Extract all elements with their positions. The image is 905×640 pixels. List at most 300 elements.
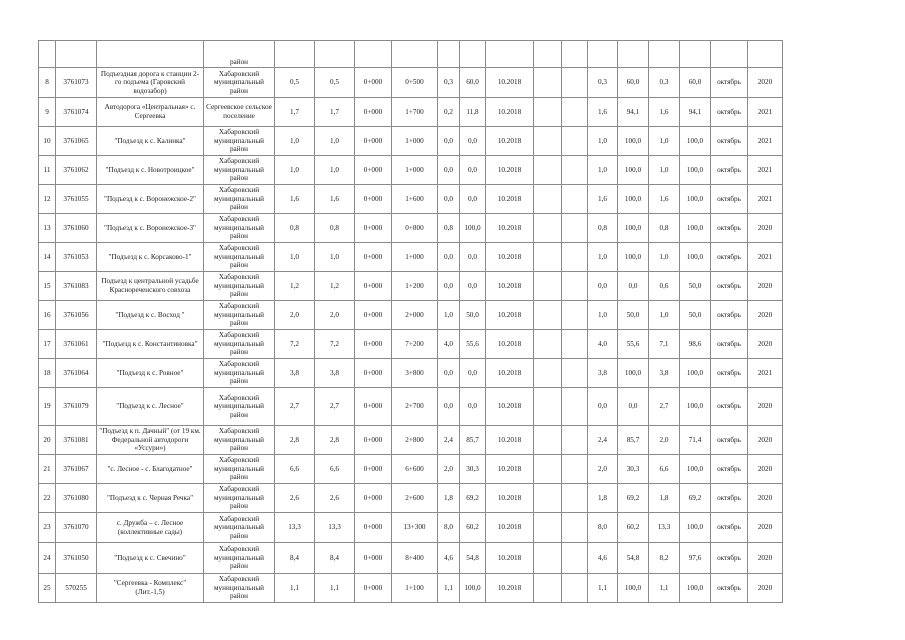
cell-year: 2020 xyxy=(748,388,783,426)
cell-name: Автодорога «Центральная» с. Сергеевка xyxy=(97,98,204,127)
cell-km-from: 0+000 xyxy=(355,330,392,359)
cell-c2: 0,0 xyxy=(460,359,486,388)
cell-d2: 55,6 xyxy=(618,330,649,359)
table-row xyxy=(39,301,783,330)
cell-blank-1 xyxy=(534,68,562,98)
cell-month: октябрь xyxy=(711,330,748,359)
cell-blank-2 xyxy=(562,574,588,603)
cell-c1: 0,0 xyxy=(438,243,460,272)
cell-blank-2 xyxy=(562,98,588,127)
cell-name: "Подъезд к с. Константиновка" xyxy=(97,330,204,359)
cell-d3: 1,0 xyxy=(649,127,680,156)
cell-d4 xyxy=(680,41,711,68)
cell-len2: 3,8 xyxy=(315,359,355,388)
cell-name: "Подъезд к с. Воронежское-3" xyxy=(97,214,204,243)
cell-c1: 8,0 xyxy=(438,513,460,543)
cell-km-to: 1+600 xyxy=(392,185,438,214)
cell-d1: 0,8 xyxy=(588,214,618,243)
cell-c2: 69,2 xyxy=(460,484,486,513)
cell-d3: 8,2 xyxy=(649,543,680,574)
cell-name: "Сергеевка - Комплекс" (Лит.-1,5) xyxy=(97,574,204,603)
cell-d2: 100,0 xyxy=(618,243,649,272)
cell-n: 8 xyxy=(39,68,56,98)
roads-table xyxy=(38,40,783,603)
cell-len1: 1,6 xyxy=(275,185,315,214)
cell-len1: 0,8 xyxy=(275,214,315,243)
cell-date: 10.2018 xyxy=(486,185,534,214)
cell-d3: 6,6 xyxy=(649,455,680,484)
cell-date: 10.2018 xyxy=(486,484,534,513)
cell-c1: 0,8 xyxy=(438,214,460,243)
cell-blank-1 xyxy=(534,185,562,214)
cell-year: 2021 xyxy=(748,243,783,272)
cell-len1: 1,1 xyxy=(275,574,315,603)
table-row xyxy=(39,272,783,301)
cell-district: Хабаровский муниципальный район xyxy=(204,301,275,330)
cell-name: Подъездная дорога к станции 2-го подъема (Гаровский водозабор) xyxy=(97,68,204,98)
cell-d2: 0,0 xyxy=(618,388,649,426)
cell-district: Хабаровский муниципальный район xyxy=(204,185,275,214)
cell-date: 10.2018 xyxy=(486,272,534,301)
cell-n: 14 xyxy=(39,243,56,272)
cell-blank-2 xyxy=(562,455,588,484)
cell-km-from: 0+000 xyxy=(355,359,392,388)
cell-date xyxy=(486,41,534,68)
cell-d2: 54,8 xyxy=(618,543,649,574)
cell-year: 2020 xyxy=(748,272,783,301)
cell-len2 xyxy=(315,41,355,68)
cell-n: 20 xyxy=(39,426,56,455)
cell-blank-2 xyxy=(562,301,588,330)
cell-date: 10.2018 xyxy=(486,156,534,185)
cell-len2: 1,1 xyxy=(315,574,355,603)
cell-d4: 100,0 xyxy=(680,455,711,484)
cell-len2: 0,8 xyxy=(315,214,355,243)
cell-blank-1 xyxy=(534,543,562,574)
cell-d4: 100,0 xyxy=(680,185,711,214)
cell-month: октябрь xyxy=(711,426,748,455)
cell-d4: 69,2 xyxy=(680,484,711,513)
cell-d2 xyxy=(618,41,649,68)
cell-date: 10.2018 xyxy=(486,68,534,98)
cell-n: 18 xyxy=(39,359,56,388)
cell-month: октябрь xyxy=(711,359,748,388)
cell-len1 xyxy=(275,41,315,68)
cell-c1: 1,8 xyxy=(438,484,460,513)
cell-d4: 50,0 xyxy=(680,301,711,330)
cell-len2: 2,6 xyxy=(315,484,355,513)
cell-c1: 0,0 xyxy=(438,359,460,388)
cell-blank-2 xyxy=(562,214,588,243)
table-row-partial xyxy=(39,41,783,68)
cell-d4: 100,0 xyxy=(680,513,711,543)
cell-n xyxy=(39,41,56,68)
cell-blank-1 xyxy=(534,455,562,484)
cell-code: 3761060 xyxy=(56,214,97,243)
cell-d2: 100,0 xyxy=(618,127,649,156)
cell-date: 10.2018 xyxy=(486,359,534,388)
cell-district: Хабаровский муниципальный район xyxy=(204,574,275,603)
cell-km-to: 1+000 xyxy=(392,243,438,272)
cell-date: 10.2018 xyxy=(486,127,534,156)
cell-date: 10.2018 xyxy=(486,455,534,484)
cell-len2: 1,6 xyxy=(315,185,355,214)
cell-c2: 60,0 xyxy=(460,68,486,98)
cell-blank-2 xyxy=(562,513,588,543)
cell-code: 3761067 xyxy=(56,455,97,484)
table-row xyxy=(39,543,783,574)
cell-km-from: 0+000 xyxy=(355,156,392,185)
cell-date: 10.2018 xyxy=(486,243,534,272)
cell-d2: 100,0 xyxy=(618,185,649,214)
cell-year: 2020 xyxy=(748,543,783,574)
cell-d4: 100,0 xyxy=(680,359,711,388)
cell-district: Хабаровский муниципальный район xyxy=(204,513,275,543)
cell-c2: 0,0 xyxy=(460,388,486,426)
cell-district: Хабаровский муниципальный район xyxy=(204,68,275,98)
cell-d3: 2,7 xyxy=(649,388,680,426)
cell-date: 10.2018 xyxy=(486,98,534,127)
cell-km-from: 0+000 xyxy=(355,68,392,98)
cell-code: 3761079 xyxy=(56,388,97,426)
cell-c2: 50,0 xyxy=(460,301,486,330)
cell-d2: 100,0 xyxy=(618,156,649,185)
cell-c1: 0,0 xyxy=(438,272,460,301)
cell-km-from: 0+000 xyxy=(355,574,392,603)
cell-month: октябрь xyxy=(711,185,748,214)
cell-km-from: 0+000 xyxy=(355,185,392,214)
cell-d4: 100,0 xyxy=(680,214,711,243)
cell-d1: 0,3 xyxy=(588,68,618,98)
cell-blank-1 xyxy=(534,214,562,243)
cell-n: 21 xyxy=(39,455,56,484)
table-row xyxy=(39,455,783,484)
cell-blank-1 xyxy=(534,243,562,272)
cell-blank-1 xyxy=(534,41,562,68)
cell-blank-1 xyxy=(534,388,562,426)
cell-d3: 1,0 xyxy=(649,156,680,185)
cell-code: 3761050 xyxy=(56,543,97,574)
cell-name: "Подъезд к с. Калинка" xyxy=(97,127,204,156)
cell-d4: 100,0 xyxy=(680,388,711,426)
cell-c1: 4,0 xyxy=(438,330,460,359)
cell-year: 2020 xyxy=(748,301,783,330)
table-row xyxy=(39,98,783,127)
cell-len2: 2,0 xyxy=(315,301,355,330)
cell-month: октябрь xyxy=(711,156,748,185)
cell-d1: 4,6 xyxy=(588,543,618,574)
cell-c1 xyxy=(438,41,460,68)
cell-year: 2021 xyxy=(748,185,783,214)
cell-km-from: 0+000 xyxy=(355,388,392,426)
cell-date: 10.2018 xyxy=(486,214,534,243)
cell-blank-2 xyxy=(562,243,588,272)
cell-month: октябрь xyxy=(711,484,748,513)
cell-name: "Подъезд к с. Лесное" xyxy=(97,388,204,426)
cell-date: 10.2018 xyxy=(486,543,534,574)
cell-blank-1 xyxy=(534,156,562,185)
table-row xyxy=(39,68,783,98)
cell-d2: 30,3 xyxy=(618,455,649,484)
table-row xyxy=(39,426,783,455)
cell-c2: 0,0 xyxy=(460,272,486,301)
cell-year: 2021 xyxy=(748,98,783,127)
cell-blank-2 xyxy=(562,388,588,426)
cell-len1: 0,5 xyxy=(275,68,315,98)
cell-blank-2 xyxy=(562,272,588,301)
cell-d1 xyxy=(588,41,618,68)
cell-n: 19 xyxy=(39,388,56,426)
table-row xyxy=(39,127,783,156)
cell-year: 2021 xyxy=(748,156,783,185)
cell-len1: 1,7 xyxy=(275,98,315,127)
cell-d1: 1,0 xyxy=(588,156,618,185)
cell-name: "Подъезд к с. Свечино" xyxy=(97,543,204,574)
cell-month: октябрь xyxy=(711,272,748,301)
cell-c2: 60,2 xyxy=(460,513,486,543)
cell-d2: 94,1 xyxy=(618,98,649,127)
cell-date: 10.2018 xyxy=(486,330,534,359)
cell-code: 3761062 xyxy=(56,156,97,185)
cell-d1: 1,1 xyxy=(588,574,618,603)
cell-c2: 30,3 xyxy=(460,455,486,484)
cell-blank-1 xyxy=(534,359,562,388)
cell-d4: 98,6 xyxy=(680,330,711,359)
cell-name: "с. Лесное - с. Благодатное" xyxy=(97,455,204,484)
table-row xyxy=(39,185,783,214)
cell-c2: 55,6 xyxy=(460,330,486,359)
cell-name: "Подъезд к с. Новотроицкое" xyxy=(97,156,204,185)
cell-district: Хабаровский муниципальный район xyxy=(204,156,275,185)
cell-date: 10.2018 xyxy=(486,388,534,426)
cell-name: с. Дружба – с. Лесное (коллективные сады) xyxy=(97,513,204,543)
cell-d1: 1,6 xyxy=(588,185,618,214)
cell-month: октябрь xyxy=(711,214,748,243)
cell-d2: 50,0 xyxy=(618,301,649,330)
cell-km-to: 0+500 xyxy=(392,68,438,98)
cell-km-to: 8+400 xyxy=(392,543,438,574)
cell-d4: 71,4 xyxy=(680,426,711,455)
cell-name: Подъезд к центральной усадьбе Краснореченского совхоза xyxy=(97,272,204,301)
cell-year: 2020 xyxy=(748,484,783,513)
cell-len1: 13,3 xyxy=(275,513,315,543)
table-row xyxy=(39,156,783,185)
cell-km-to xyxy=(392,41,438,68)
cell-d3: 0,8 xyxy=(649,214,680,243)
table-row xyxy=(39,484,783,513)
cell-code: 3761070 xyxy=(56,513,97,543)
cell-d3 xyxy=(649,41,680,68)
cell-km-to: 1+200 xyxy=(392,272,438,301)
cell-km-from: 0+000 xyxy=(355,513,392,543)
cell-km-from: 0+000 xyxy=(355,243,392,272)
cell-d2: 100,0 xyxy=(618,214,649,243)
cell-c2: 100,0 xyxy=(460,214,486,243)
cell-month: октябрь xyxy=(711,68,748,98)
cell-len2: 0,5 xyxy=(315,68,355,98)
cell-km-from: 0+000 xyxy=(355,543,392,574)
cell-d3: 0,3 xyxy=(649,68,680,98)
cell-d3: 0,6 xyxy=(649,272,680,301)
cell-d3: 1,0 xyxy=(649,243,680,272)
cell-km-from: 0+000 xyxy=(355,301,392,330)
cell-d3: 1,6 xyxy=(649,185,680,214)
cell-c1: 4,6 xyxy=(438,543,460,574)
cell-blank-1 xyxy=(534,98,562,127)
cell-blank-2 xyxy=(562,41,588,68)
table-row xyxy=(39,214,783,243)
cell-month: октябрь xyxy=(711,98,748,127)
cell-date: 10.2018 xyxy=(486,426,534,455)
table-row xyxy=(39,359,783,388)
cell-n: 12 xyxy=(39,185,56,214)
cell-d2: 100,0 xyxy=(618,574,649,603)
cell-c1: 0,2 xyxy=(438,98,460,127)
cell-month: октябрь xyxy=(711,543,748,574)
cell-code: 3761061 xyxy=(56,330,97,359)
cell-d2: 69,2 xyxy=(618,484,649,513)
cell-month: октябрь xyxy=(711,127,748,156)
cell-date: 10.2018 xyxy=(486,574,534,603)
cell-c1: 1,1 xyxy=(438,574,460,603)
cell-blank-2 xyxy=(562,68,588,98)
cell-d3: 1,0 xyxy=(649,301,680,330)
cell-km-from xyxy=(355,41,392,68)
cell-len2: 8,4 xyxy=(315,543,355,574)
cell-year: 2020 xyxy=(748,330,783,359)
cell-c1: 0,0 xyxy=(438,388,460,426)
cell-km-from: 0+000 xyxy=(355,272,392,301)
cell-n: 11 xyxy=(39,156,56,185)
cell-len1: 1,2 xyxy=(275,272,315,301)
cell-len2: 1,0 xyxy=(315,243,355,272)
cell-year: 2020 xyxy=(748,513,783,543)
table-row xyxy=(39,388,783,426)
cell-d1: 1,6 xyxy=(588,98,618,127)
cell-name: "Подъезд к с. Ровное" xyxy=(97,359,204,388)
cell-blank-2 xyxy=(562,359,588,388)
cell-n: 16 xyxy=(39,301,56,330)
cell-name: "Подъезд к с. Черная Речка" xyxy=(97,484,204,513)
cell-month: октябрь xyxy=(711,513,748,543)
cell-d4: 60,0 xyxy=(680,68,711,98)
cell-month: октябрь xyxy=(711,388,748,426)
cell-c2: 54,8 xyxy=(460,543,486,574)
cell-km-to: 0+800 xyxy=(392,214,438,243)
cell-d2: 60,2 xyxy=(618,513,649,543)
cell-km-from: 0+000 xyxy=(355,214,392,243)
cell-n: 10 xyxy=(39,127,56,156)
cell-n: 23 xyxy=(39,513,56,543)
cell-km-to: 7+200 xyxy=(392,330,438,359)
cell-month: октябрь xyxy=(711,574,748,603)
cell-d4: 94,1 xyxy=(680,98,711,127)
cell-d1: 0,0 xyxy=(588,272,618,301)
cell-len1: 1,0 xyxy=(275,156,315,185)
cell-len1: 2,0 xyxy=(275,301,315,330)
cell-c1: 0,0 xyxy=(438,127,460,156)
cell-blank-1 xyxy=(534,426,562,455)
cell-len1: 2,8 xyxy=(275,426,315,455)
cell-km-to: 13+300 xyxy=(392,513,438,543)
cell-date: 10.2018 xyxy=(486,513,534,543)
cell-month: октябрь xyxy=(711,243,748,272)
cell-n: 17 xyxy=(39,330,56,359)
cell-n: 22 xyxy=(39,484,56,513)
cell-district: Хабаровский муниципальный район xyxy=(204,243,275,272)
cell-code: 3761080 xyxy=(56,484,97,513)
cell-len1: 6,6 xyxy=(275,455,315,484)
cell-name: "Подъезд к с. Восход " xyxy=(97,301,204,330)
cell-district: Хабаровский муниципальный район xyxy=(204,484,275,513)
cell-d4: 97,6 xyxy=(680,543,711,574)
cell-d2: 60,0 xyxy=(618,68,649,98)
cell-code: 3761064 xyxy=(56,359,97,388)
cell-km-to: 2+000 xyxy=(392,301,438,330)
cell-blank-1 xyxy=(534,484,562,513)
cell-c2: 0,0 xyxy=(460,156,486,185)
cell-code: 3761055 xyxy=(56,185,97,214)
cell-d4: 100,0 xyxy=(680,574,711,603)
cell-n: 13 xyxy=(39,214,56,243)
cell-km-from: 0+000 xyxy=(355,455,392,484)
cell-blank-1 xyxy=(534,127,562,156)
cell-blank-2 xyxy=(562,543,588,574)
cell-len1: 2,6 xyxy=(275,484,315,513)
cell-date: 10.2018 xyxy=(486,301,534,330)
cell-blank-1 xyxy=(534,513,562,543)
cell-len2: 1,0 xyxy=(315,127,355,156)
cell-c1: 0,3 xyxy=(438,68,460,98)
cell-len1: 8,4 xyxy=(275,543,315,574)
cell-c1: 0,0 xyxy=(438,156,460,185)
cell-blank-2 xyxy=(562,484,588,513)
cell-km-from: 0+000 xyxy=(355,426,392,455)
cell-d1: 1,8 xyxy=(588,484,618,513)
cell-d2: 85,7 xyxy=(618,426,649,455)
cell-km-to: 2+800 xyxy=(392,426,438,455)
cell-len2: 6,6 xyxy=(315,455,355,484)
cell-d1: 1,0 xyxy=(588,301,618,330)
cell-len2: 13,3 xyxy=(315,513,355,543)
cell-len2: 1,7 xyxy=(315,98,355,127)
cell-d4: 100,0 xyxy=(680,243,711,272)
cell-code: 3761083 xyxy=(56,272,97,301)
cell-len2: 2,8 xyxy=(315,426,355,455)
cell-district: Хабаровский муниципальный район xyxy=(204,388,275,426)
cell-district: Хабаровский муниципальный район xyxy=(204,455,275,484)
cell-name: "Подъезд к с. Воронежское-2" xyxy=(97,185,204,214)
table-body xyxy=(39,41,783,603)
cell-code: 3761065 xyxy=(56,127,97,156)
cell-km-from: 0+000 xyxy=(355,127,392,156)
cell-d4: 50,0 xyxy=(680,272,711,301)
cell-blank-2 xyxy=(562,156,588,185)
cell-len2: 2,7 xyxy=(315,388,355,426)
cell-year: 2020 xyxy=(748,68,783,98)
cell-blank-2 xyxy=(562,426,588,455)
cell-name: "Подъезд к с. Корсаково-1" xyxy=(97,243,204,272)
cell-month: октябрь xyxy=(711,455,748,484)
cell-n: 24 xyxy=(39,543,56,574)
cell-len2: 1,0 xyxy=(315,156,355,185)
cell-code xyxy=(56,41,97,68)
cell-len1: 2,7 xyxy=(275,388,315,426)
table-row xyxy=(39,574,783,603)
cell-month xyxy=(711,41,748,68)
cell-d1: 4,0 xyxy=(588,330,618,359)
cell-km-to: 2+600 xyxy=(392,484,438,513)
